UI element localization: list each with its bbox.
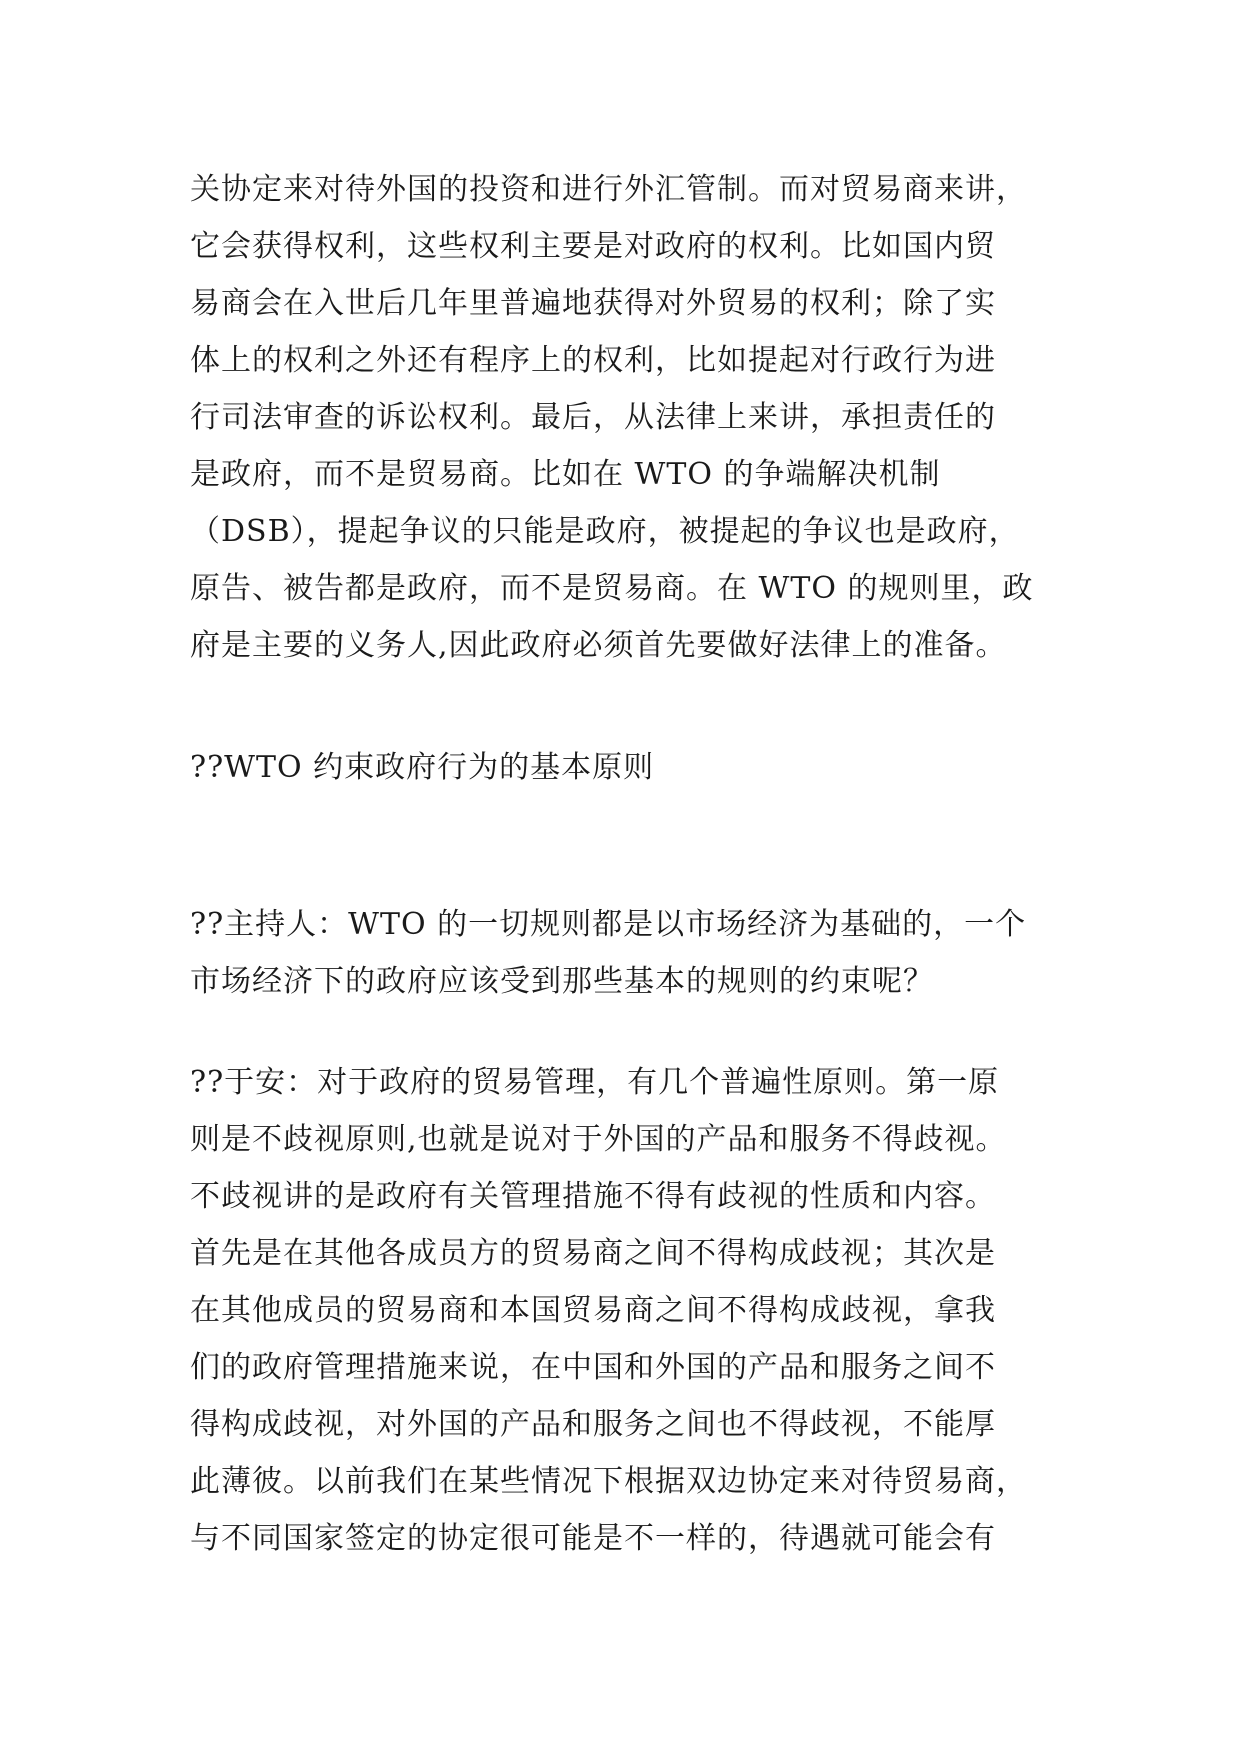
text-line: 市场经济下的政府应该受到那些基本的规则的约束呢？ — [190, 964, 934, 999]
paragraph-answer — [190, 1054, 1090, 1567]
text-line: 不歧视讲的是政府有关管理措施不得有歧视的性质和内容。 — [190, 1179, 996, 1214]
heading-text: ??WTO 约束政府行为的基本原则 — [190, 750, 655, 785]
text-line: （DSB），提起争议的只能是政府，被提起的争议也是政府， — [190, 514, 1020, 549]
text-line: 它会获得权利，这些权利主要是对政府的权利。比如国内贸 — [190, 229, 996, 264]
text-line: 首先是在其他各成员方的贸易商之间不得构成歧视；其次是 — [190, 1236, 996, 1271]
text-line: 关协定来对待外国的投资和进行外汇管制。而对贸易商来讲， — [190, 172, 1027, 207]
text-line: 则是不歧视原则,也就是说对于外国的产品和服务不得歧视。 — [190, 1122, 1007, 1157]
text-line: ??主持人：WTO 的一切规则都是以市场经济为基础的，一个 — [190, 907, 1027, 942]
text-line: 体上的权利之外还有程序上的权利，比如提起对行政行为进 — [190, 343, 996, 378]
text-line: 们的政府管理措施来说，在中国和外国的产品和服务之间不 — [190, 1350, 996, 1385]
section-heading — [190, 739, 1090, 796]
text-line: 得构成歧视，对外国的产品和服务之间也不得歧视，不能厚 — [190, 1407, 996, 1442]
paragraph-trade-rights — [190, 161, 1090, 674]
text-line: 在其他成员的贸易商和本国贸易商之间不得构成歧视，拿我 — [190, 1293, 996, 1328]
text-line: 府是主要的义务人,因此政府必须首先要做好法律上的准备。 — [190, 628, 1007, 663]
text-line: 易商会在入世后几年里普遍地获得对外贸易的权利；除了实 — [190, 286, 996, 321]
text-line: 是政府，而不是贸易商。比如在 WTO 的争端解决机制 — [190, 457, 941, 492]
text-line: 原告、被告都是政府，而不是贸易商。在 WTO 的规则里，政 — [190, 571, 1034, 606]
text-line: 此薄彼。以前我们在某些情况下根据双边协定来对待贸易商， — [190, 1464, 1027, 1499]
text-line: ??于安：对于政府的贸易管理，有几个普遍性原则。第一原 — [190, 1065, 1000, 1100]
paragraph-host-question — [190, 896, 1090, 1010]
text-line: 行司法审查的诉讼权利。最后，从法律上来讲，承担责任的 — [190, 400, 996, 435]
text-line: 与不同国家签定的协定很可能是不一样的，待遇就可能会有 — [190, 1521, 996, 1556]
